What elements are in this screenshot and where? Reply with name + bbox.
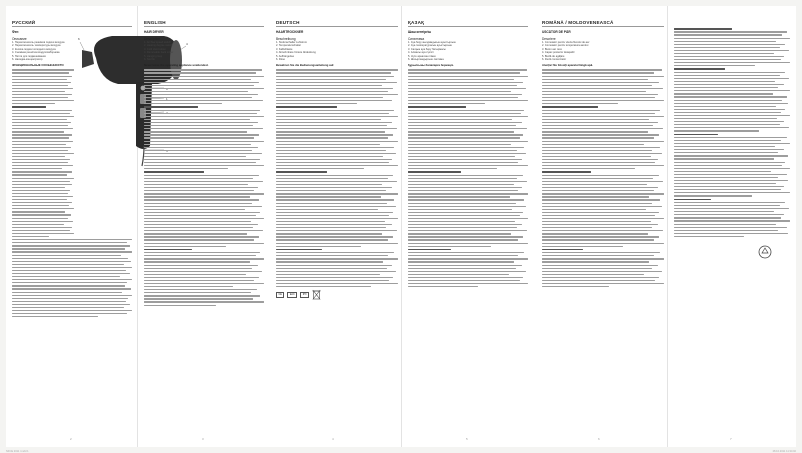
page-number: 5 (466, 437, 468, 441)
column-ro (542, 20, 664, 289)
parts-list-item: 4. Съёмная решётка воздухозаборника (12, 51, 60, 55)
page-number: 7 (730, 437, 732, 441)
parts-title: Beschreibung (276, 37, 296, 41)
parts-title: Описание (12, 37, 27, 41)
section-heading: ФУНКЦИОНАЛЬНЫЕ ОСОБЕННОСТИ (12, 63, 64, 68)
parts-list-item: 5. Aufhängeöse (276, 54, 295, 58)
body-text-block (542, 69, 664, 287)
parts-list-item: 5. Петля для подвешивания (12, 54, 46, 58)
parts-list-item: 5. Hanging loop (144, 54, 163, 58)
callout-label: 3 (166, 87, 168, 91)
body-text-block (674, 28, 790, 237)
parts-list-item: 2. Comutator pentru temperatura aerului (542, 44, 589, 48)
section-heading: Bewahren Sie die Bedienungsanleitung auf. (276, 63, 335, 68)
parts-title: Сипаттама (408, 37, 425, 41)
parts-list (144, 41, 264, 61)
parts-list-item: 2. Heating degree switch (144, 44, 173, 48)
page-right (534, 6, 796, 447)
body-text-block (276, 69, 398, 287)
page-number: 4 (332, 437, 334, 441)
parts-list-item: 4. Abnehmbare hintere Abdeckung (276, 51, 316, 55)
parts-list-item: 6. Насадка-концентратор (12, 57, 43, 61)
callout-label: 6 (78, 37, 80, 41)
callout-label: 4 (186, 42, 188, 46)
column-header: РУССКИЙ (12, 20, 132, 27)
column-subtitle: USCĂTOR DE PĂR (542, 30, 571, 34)
parts-list-item: 4. Capac posterior detaşabil (542, 51, 575, 55)
parts-list-item: 1. Comutator pentru viteza fluxului de aer (542, 41, 590, 44)
column-divider (667, 6, 668, 447)
parts-list-item: 3. Cold shot button (144, 47, 166, 51)
parts-list-item: 4. Removable back cover (144, 51, 174, 55)
parts-title: Descriere (542, 37, 556, 41)
column-subtitle: HAARTROCKNER (276, 30, 304, 34)
column-subtitle: Шаш кептіргіш (408, 30, 432, 34)
recycle-icon (758, 245, 772, 259)
eac-mark: EAC (287, 292, 297, 298)
parts-list-item: 3. Салқын ауа беру батырмасы (408, 47, 446, 51)
certification-marks (276, 289, 398, 300)
parts-list (542, 41, 664, 61)
section-heading: Atenţie! Nu folosiţi aparatul lângă apă. (542, 63, 593, 68)
column-header: ҚАЗАҚ (408, 20, 528, 27)
parts-list-item: 1. Stufenschalter Luftstrom (276, 41, 307, 44)
print-slug-left: NFCE 2011 r.indd 1 (6, 450, 29, 453)
page-number: 6 (598, 437, 600, 441)
column-kz (408, 20, 528, 289)
parts-list-item: 2. Переключатель температуры воздуха (12, 44, 61, 48)
page-left (6, 6, 268, 447)
column-header: ROMÂNĂ / MOLDOVENEASCĂ (542, 20, 664, 27)
parts-list (276, 41, 398, 61)
parts-list-item: 1. Ауа беру жылдамдығын ауыстырғыш (408, 41, 456, 44)
parts-list-item: 4. Алмалы ауа сүзгісі (408, 51, 434, 55)
page-number: 2 (70, 437, 72, 441)
callout-label: 1 (166, 97, 168, 101)
parts-list (408, 41, 528, 61)
parts-list-item: 3. Buton aer rece (542, 47, 562, 51)
section-heading: Құрылғыны балаларға бермеңіз. (408, 63, 454, 68)
column-header: ENGLISH (144, 20, 264, 27)
parts-list-item: 5. Buclă de agăţare (542, 54, 565, 58)
ce-mark: CE (276, 292, 284, 298)
section-heading: Never leave the operating appliance unattended. (144, 63, 209, 68)
spread-fold (401, 6, 402, 447)
parts-list-item: 2. Ауа температурасын ауыстырғыш (408, 44, 453, 48)
column-de (276, 20, 398, 300)
body-text-block (12, 239, 132, 317)
body-text-block (408, 69, 528, 287)
column-header: DEUTSCH (276, 20, 398, 27)
column-ro-continued (674, 20, 790, 264)
ip-mark: IPX (300, 292, 309, 298)
parts-list-item: 2. Temperaturschalter (276, 44, 302, 48)
body-text-block (144, 69, 264, 305)
parts-list-item: 3. Кнопка подачи холодного воздуха (12, 47, 56, 51)
parts-title: Description (144, 37, 160, 41)
parts-list-item: 6. Düse (276, 57, 285, 61)
print-slug-right: 28.10.2011 11:34:02 (772, 450, 796, 453)
parts-list-item: 6. Шоғырландырғыш саптама (408, 57, 444, 61)
page-middle (268, 6, 534, 447)
column-subtitle: HAIR DRYER (144, 30, 164, 34)
parts-list-item: 6. Nozzle (144, 57, 155, 61)
column-en (144, 20, 264, 308)
parts-list-item: 6. Duză concentrator (542, 57, 567, 61)
page-number: 3 (202, 437, 204, 441)
dryer-nozzle (82, 50, 94, 68)
callout-label: 5 (166, 149, 168, 153)
parts-list-item: 5. Ілуге арналған ілмек (408, 54, 436, 58)
column-subtitle: Фен (12, 30, 19, 34)
parts-list-item: 1. Переключатель режимов подачи воздуха (12, 41, 65, 44)
body-text-block (12, 69, 74, 237)
parts-list-item: 1. Air flow speed switch (144, 41, 171, 44)
recycle-bin-icon (312, 289, 321, 300)
parts-list-item: 3. Kaltlufttaste (276, 47, 293, 51)
